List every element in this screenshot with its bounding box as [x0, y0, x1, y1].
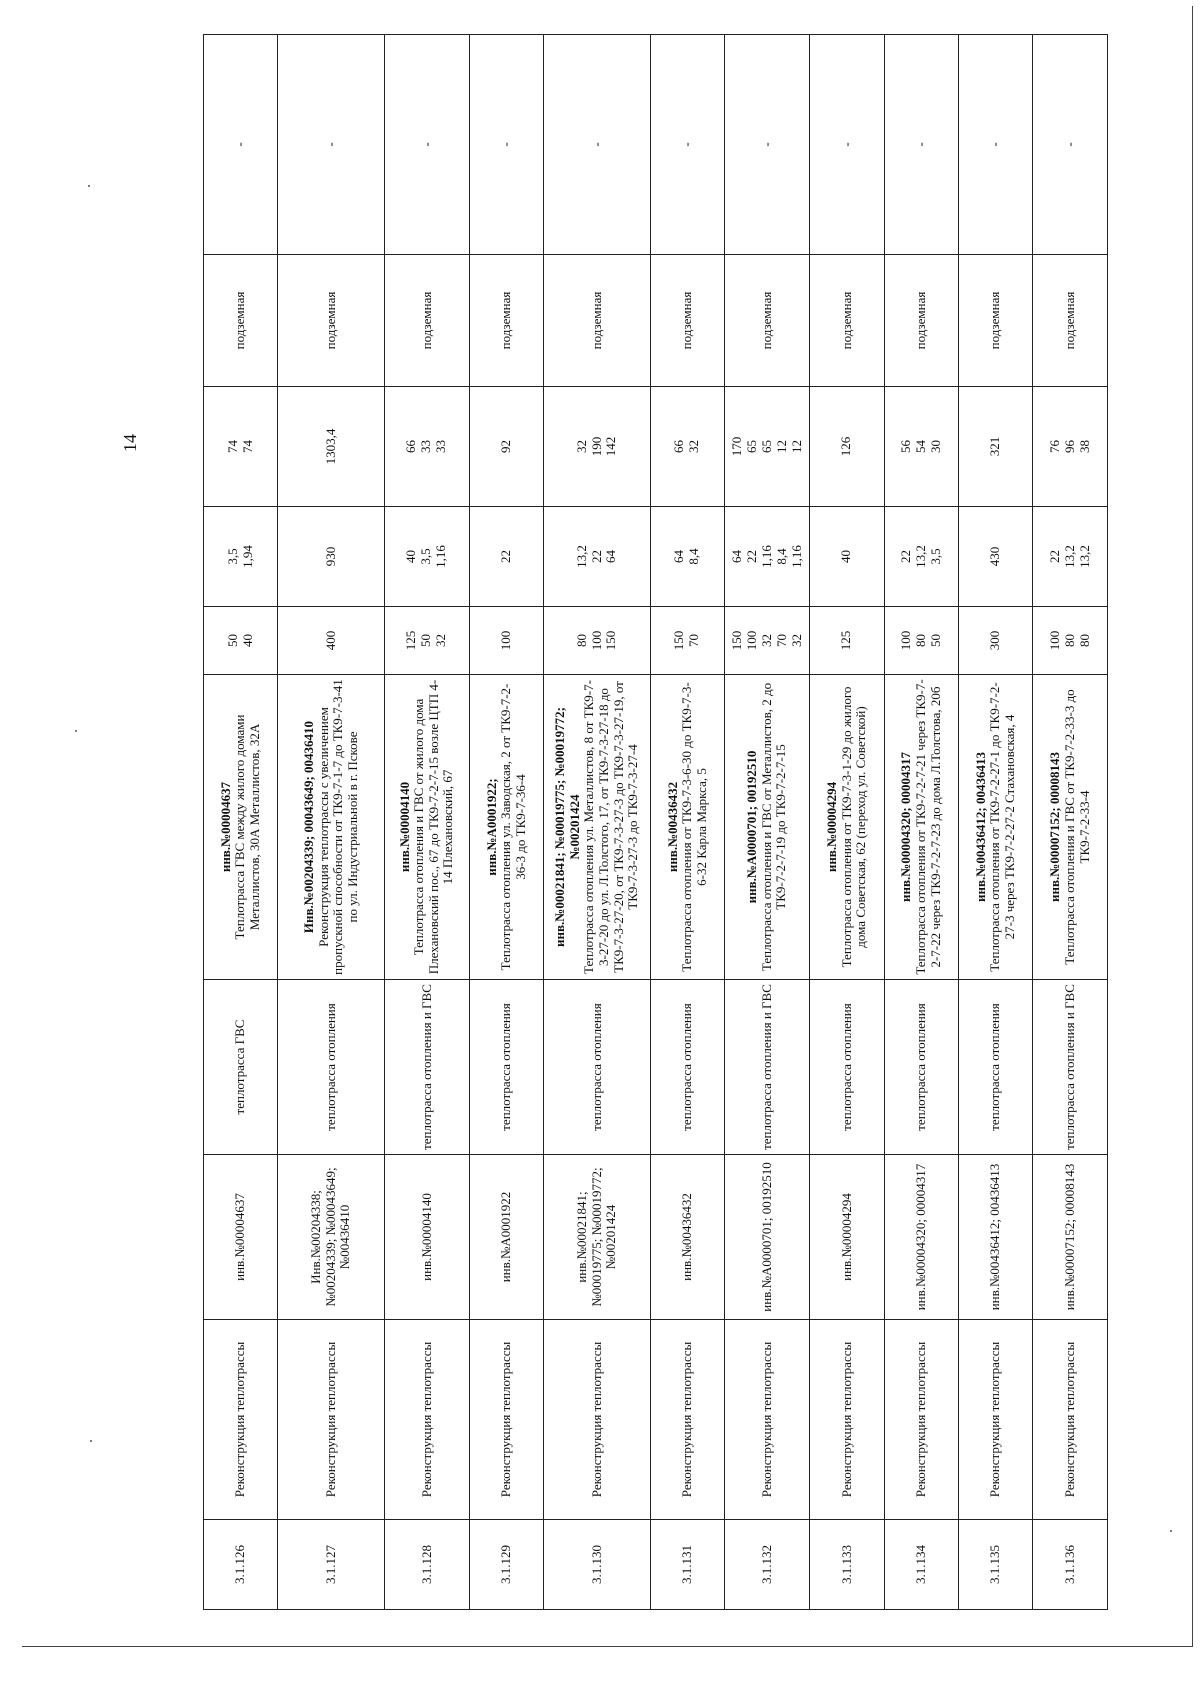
network-type-cell: теплотрасса ГВС [204, 980, 278, 1155]
value-line: 430 [987, 546, 1003, 567]
inventory-number-cell: инв.№А0000701; 00192510 [725, 1155, 810, 1320]
work-type-cell: Реконструкция теплотрассы [469, 1320, 543, 1520]
value-line: 12 [773, 440, 789, 453]
description-text: Теплотрасса ГВС между жилого домами Металлистов, 30А Металлистов, 32А [232, 714, 262, 940]
diameter-cell [725, 607, 810, 675]
capacity-cell [810, 387, 884, 507]
inventory-number-cell: инв.№00004637 [204, 1155, 278, 1320]
diameter-cell [810, 607, 884, 675]
extra-cell: - [650, 35, 724, 255]
value-line: 32 [686, 440, 702, 453]
value-line: 70 [686, 634, 702, 647]
network-type-cell: теплотрасса отопления и ГВС [1033, 980, 1108, 1155]
value-line: 66 [403, 440, 419, 453]
value-line: 8,4 [773, 548, 789, 565]
network-type-cell: теплотрасса отопления [959, 980, 1033, 1155]
capacity-cell [1033, 387, 1108, 507]
value-line: 80 [912, 634, 928, 647]
table-row [278, 35, 384, 1610]
value-line: 13,2 [573, 545, 589, 568]
row-number-cell: 3.1.133 [810, 1520, 884, 1610]
description-cell [204, 675, 278, 980]
diameter-cell [650, 607, 724, 675]
table-row [204, 35, 278, 1610]
network-type-cell: теплотрасса отопления [469, 980, 543, 1155]
value-line: 32 [573, 440, 589, 453]
value-line: 80 [1061, 634, 1077, 647]
description-text: Теплотрасса отопления от ТК9-7-2-27-1 до ТК9-7-2-27-3 через ТК9-7-2-27-2 Стахановская, 4 [987, 682, 1018, 972]
value-line: 150 [671, 630, 687, 651]
value-line: 32 [788, 634, 804, 647]
work-type-cell: Реконструкция теплотрассы [278, 1320, 384, 1520]
value-line: 74 [239, 440, 255, 453]
work-type-cell: Реконструкция теплотрассы [725, 1320, 810, 1520]
length-cell [278, 507, 384, 607]
description-text: Теплотрасса отопления и ГВС от Металлистов, 2 до ТК9-7-2-7-19 до ТК9-7-2-7-15 [758, 682, 789, 972]
value-line: 1,94 [239, 545, 255, 568]
network-type-cell: теплотрасса отопления [810, 980, 884, 1155]
length-cell [544, 507, 650, 607]
value-line: 50 [224, 634, 240, 647]
capacity-cell [959, 387, 1033, 507]
inventory-number-cell: инв.№00436432 [650, 1155, 724, 1320]
length-cell [650, 507, 724, 607]
length-cell [384, 507, 469, 607]
extra-cell: - [884, 35, 958, 255]
table-row [544, 35, 650, 1610]
diameter-cell [959, 607, 1033, 675]
value-line: 65 [743, 440, 759, 453]
work-type-cell: Реконструкция теплотрассы [384, 1320, 469, 1520]
table-row [810, 35, 884, 1610]
description-inventory-header: инв.№00436412; 00436413 [972, 752, 988, 902]
value-line: 80 [573, 634, 589, 647]
table-row [650, 35, 724, 1610]
value-line: 64 [728, 550, 744, 563]
inventory-number-cell: инв.№00004140 [384, 1155, 469, 1320]
scan-speck [75, 730, 77, 732]
value-line: 3,5 [418, 548, 434, 565]
length-cell [469, 507, 543, 607]
value-line: 100 [498, 630, 514, 651]
capacity-cell [650, 387, 724, 507]
capacity-cell [204, 387, 278, 507]
scan-speck [90, 1440, 92, 1442]
length-cell [204, 507, 278, 607]
value-line: 64 [603, 550, 619, 563]
extra-cell: - [204, 35, 278, 255]
extra-cell: - [1033, 35, 1108, 255]
laying-type-cell: подземная [884, 255, 958, 387]
value-line: 150 [728, 630, 744, 651]
value-line: 100 [743, 630, 759, 651]
description-cell [469, 675, 543, 980]
value-line: 170 [728, 436, 744, 457]
laying-type-cell: подземная [725, 255, 810, 387]
value-line: 70 [773, 634, 789, 647]
value-line: 96 [1061, 440, 1077, 453]
description-inventory-header: инв.№А0001922; [483, 778, 499, 876]
length-cell [959, 507, 1033, 607]
row-number-cell: 3.1.126 [204, 1520, 278, 1610]
capacity-cell [469, 387, 543, 507]
table-row [884, 35, 958, 1610]
value-line: 125 [838, 630, 854, 651]
description-text: Теплотрасса отопления и ГВС от ТК9-7-2-33-3 до ТК9-7-2-33-4 [1061, 689, 1092, 965]
value-line: 150 [603, 630, 619, 651]
description-inventory-header: инв.№00007152; 00008143 [1047, 752, 1063, 902]
table-row [959, 35, 1033, 1610]
extra-cell: - [278, 35, 384, 255]
value-line: 40 [239, 634, 255, 647]
value-line: 38 [1076, 440, 1092, 453]
row-number-cell: 3.1.129 [469, 1520, 543, 1610]
description-cell [884, 675, 958, 980]
value-line: 22 [897, 550, 913, 563]
table-row [469, 35, 543, 1610]
description-inventory-header: инв.№00436432 [664, 781, 680, 873]
value-line: 190 [588, 436, 604, 457]
value-line: 930 [322, 546, 338, 567]
value-line: 56 [897, 440, 913, 453]
value-line: 12 [788, 440, 804, 453]
capacity-cell [384, 387, 469, 507]
inventory-number-cell: инв.№00004294 [810, 1155, 884, 1320]
network-type-cell: теплотрасса отопления и ГВС [384, 980, 469, 1155]
extra-cell: - [544, 35, 650, 255]
row-number-cell: 3.1.135 [959, 1520, 1033, 1610]
laying-type-cell: подземная [384, 255, 469, 387]
row-number-cell: 3.1.131 [650, 1520, 724, 1610]
row-number-cell: 3.1.136 [1033, 1520, 1108, 1610]
diameter-cell [384, 607, 469, 675]
network-type-cell: теплотрасса отопления [544, 980, 650, 1155]
value-line: 1,16 [758, 545, 774, 568]
rotated-table-container [203, 35, 1108, 1610]
length-cell [884, 507, 958, 607]
value-line: 32 [758, 634, 774, 647]
value-line: 92 [498, 440, 514, 453]
description-text: Теплотрасса отопления от ТК9-7-2-7-21 через ТК9-7-2-7-22 через ТК9-7-2-7-23 до дома Л.Толстова, 20б [913, 679, 943, 975]
work-type-cell: Реконструкция теплотрассы [1033, 1320, 1108, 1520]
value-line: 8,4 [686, 548, 702, 565]
description-text: Теплотрасса отопления ул. Металлистов, 8 от ТК9-7-3-27-20 до ул. Л.Толстого, 17, от ТК9-7-3-27-18 до ТК9-7-3-27-20, от ТК9-7-3-27-3 до ТК9-7-3-27-19, от ТК9-7-3-27-3 до ТК9-7-3-27-4 [581, 680, 641, 974]
scan-speck [1170, 1530, 1172, 1532]
row-number-cell: 3.1.132 [725, 1520, 810, 1610]
value-line: 66 [671, 440, 687, 453]
laying-type-cell: подземная [650, 255, 724, 387]
laying-type-cell: подземная [810, 255, 884, 387]
description-cell [544, 675, 650, 980]
work-type-cell: Реконструкция теплотрассы [650, 1320, 724, 1520]
diameter-cell [278, 607, 384, 675]
description-inventory-header: инв.№00004140 [396, 781, 412, 873]
description-text: Теплотрасса отопления от ТК9-7-3-1-29 до жилого дома Советская, 62 (переход ул. Советской) [838, 686, 869, 968]
value-line: 1,16 [433, 545, 449, 568]
value-line: 13,2 [1061, 545, 1077, 568]
value-line: 13,2 [912, 545, 928, 568]
table-row [1033, 35, 1108, 1610]
laying-type-cell: подземная [469, 255, 543, 387]
diameter-cell [1033, 607, 1108, 675]
value-line: 22 [743, 550, 759, 563]
work-type-cell: Реконструкция теплотрассы [544, 1320, 650, 1520]
description-cell [725, 675, 810, 980]
laying-type-cell: подземная [544, 255, 650, 387]
description-cell [959, 675, 1033, 980]
inventory-number-cell: Инв.№00204338; №00204339; №00043649; №00436410 [278, 1155, 384, 1320]
value-line: 22 [498, 550, 514, 563]
laying-type-cell: подземная [959, 255, 1033, 387]
value-line: 33 [433, 440, 449, 453]
extra-cell: - [810, 35, 884, 255]
value-line: 50 [927, 634, 943, 647]
value-line: 300 [987, 630, 1003, 651]
work-type-cell: Реконструкция теплотрассы [959, 1320, 1033, 1520]
row-number-cell: 3.1.128 [384, 1520, 469, 1610]
value-line: 33 [418, 440, 434, 453]
description-inventory-header: Инв.№00204339; 00043649; 00436410 [301, 720, 317, 934]
table-body [204, 35, 1108, 1610]
inventory-number-cell: инв.№00436412; 00436413 [959, 1155, 1033, 1320]
capacity-cell [278, 387, 384, 507]
extra-cell: - [384, 35, 469, 255]
work-type-cell: Реконструкция теплотрассы [810, 1320, 884, 1520]
network-type-cell: теплотрасса отопления [278, 980, 384, 1155]
value-line: 74 [224, 440, 240, 453]
value-line: 125 [403, 630, 419, 651]
network-type-cell: теплотрасса отопления [650, 980, 724, 1155]
inventory-number-cell: инв.№00007152; 00008143 [1033, 1155, 1108, 1320]
diameter-cell [884, 607, 958, 675]
value-line: 321 [987, 436, 1003, 457]
diameter-cell [204, 607, 278, 675]
length-cell [810, 507, 884, 607]
row-number-cell: 3.1.134 [884, 1520, 958, 1610]
description-text: Теплотрасса отопления ул. Заводская, 2 от ТК9-7-2-36-3 до ТК9-7-36-4 [498, 683, 528, 971]
row-number-cell: 3.1.130 [544, 1520, 650, 1610]
inventory-number-cell: инв.№00004320; 00004317 [884, 1155, 958, 1320]
description-inventory-header: инв.№00004294 [824, 781, 840, 873]
description-cell [384, 675, 469, 980]
extra-cell: - [959, 35, 1033, 255]
inventory-number-cell: инв.№00021841; №00019775; №00019772; №00201424 [544, 1155, 650, 1320]
value-line: 76 [1046, 440, 1062, 453]
description-cell [810, 675, 884, 980]
work-type-cell: Реконструкция теплотрассы [884, 1320, 958, 1520]
value-line: 100 [1046, 630, 1062, 651]
network-type-cell: теплотрасса отопления [884, 980, 958, 1155]
page-number: 14 [120, 434, 140, 452]
laying-type-cell: подземная [204, 255, 278, 387]
diameter-cell [469, 607, 543, 675]
value-line: 40 [838, 550, 854, 563]
description-cell [1033, 675, 1108, 980]
value-line: 65 [758, 440, 774, 453]
length-cell [1033, 507, 1108, 607]
length-cell [725, 507, 810, 607]
extra-cell: - [725, 35, 810, 255]
value-line: 13,2 [1076, 545, 1092, 568]
diameter-cell [544, 607, 650, 675]
description-cell [278, 675, 384, 980]
laying-type-cell: подземная [278, 255, 384, 387]
row-number-cell: 3.1.127 [278, 1520, 384, 1610]
value-line: 3,5 [224, 548, 240, 565]
table-row [725, 35, 810, 1610]
description-text: Реконструкция теплотрассы с увеличением пропускной способности от ТК9-7-1-7 до ТК9-7-3-41 по ул. Индустриальной в г. Пскове [315, 679, 360, 975]
value-line: 1303,4 [322, 428, 338, 465]
description-inventory-header: инв.№00004320; 00004317 [898, 752, 914, 902]
value-line: 22 [1046, 550, 1062, 563]
value-line: 40 [403, 550, 419, 563]
value-line: 100 [588, 630, 604, 651]
inventory-number-cell: инв.№А0001922 [469, 1155, 543, 1320]
value-line: 400 [322, 630, 338, 651]
capacity-cell [884, 387, 958, 507]
description-inventory-header: инв.№00021841; №00019775; №00019772; №00201424 [552, 707, 582, 947]
description-text: Теплотрасса отопления и ГВС от жилого дома Плехановский пос., 67 до ТК9-7-2-7-15 возле ЦТП 4-14 Плехановский, 67 [411, 679, 456, 975]
work-type-cell: Реконструкция теплотрассы [204, 1320, 278, 1520]
laying-type-cell: подземная [1033, 255, 1108, 387]
capacity-cell [725, 387, 810, 507]
table-row [384, 35, 469, 1610]
value-line: 54 [912, 440, 928, 453]
description-text: Теплотрасса отопления от ТК9-7-3-6-30 до ТК9-7-3-6-32 Карла Маркса, 5 [679, 682, 709, 972]
value-line: 3,5 [927, 548, 943, 565]
description-inventory-header: инв.№А0000701; 00192510 [744, 750, 760, 904]
value-line: 30 [927, 440, 943, 453]
value-line: 142 [603, 436, 619, 457]
value-line: 126 [838, 436, 854, 457]
description-inventory-header: инв.№00004637 [217, 781, 233, 873]
value-line: 80 [1076, 634, 1092, 647]
value-line: 64 [671, 550, 687, 563]
value-line: 50 [418, 634, 434, 647]
extra-cell: - [469, 35, 543, 255]
description-cell [650, 675, 724, 980]
capacity-cell [544, 387, 650, 507]
network-type-cell: теплотрасса отопления и ГВС [725, 980, 810, 1155]
scan-speck [88, 185, 90, 187]
value-line: 22 [588, 550, 604, 563]
value-line: 100 [897, 630, 913, 651]
value-line: 1,16 [788, 545, 804, 568]
value-line: 32 [433, 634, 449, 647]
measures-table [203, 34, 1108, 1610]
